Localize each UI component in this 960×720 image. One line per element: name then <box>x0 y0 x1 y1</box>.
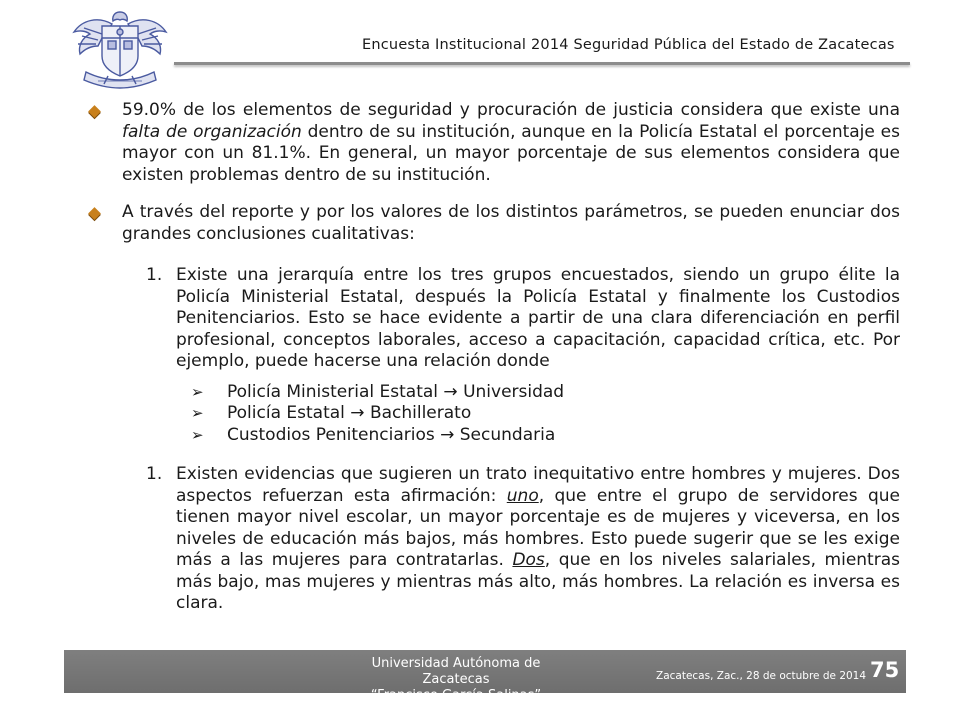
chevron-right-icon: ➢ <box>191 425 204 444</box>
bullet-diamond-icon <box>88 207 101 220</box>
conclusion-item <box>90 464 900 615</box>
header-divider <box>174 62 910 65</box>
conclusion-number: 1. <box>146 464 163 484</box>
page-number: 75 <box>870 658 900 682</box>
footer-university-subtitle: “Francisco García Salinas” <box>370 688 542 703</box>
relation-item <box>191 403 900 425</box>
conclusion-text <box>176 464 900 615</box>
relation-from: Custodios Penitenciarios <box>227 424 435 445</box>
header-title: Encuesta Institucional 2014 Seguridad Pública del Estado de Zacatecas <box>362 37 895 53</box>
footer-date: Zacatecas, Zac., 28 de octubre de 2014 <box>656 670 867 682</box>
conclusion-text-part: , que entre el grupo de servidores que tienen mayor nivel escolar, un mayor porcentaje es de mujeres y viceversa, en los niveles de educación más bajos, más hombres. Esto puede sugerir que se les exige más a las mujeres para contratarlas. <box>176 485 900 570</box>
relation-to: Universidad <box>463 381 565 402</box>
bullet-emphasis: falta de organización <box>122 121 302 142</box>
conclusion-text-part: Existen evidencias que sugieren un trato inequitativo entre hombres y mujeres. Dos aspectos refuerzan esta afirmación: <box>176 464 900 506</box>
chevron-right-icon: ➢ <box>191 404 204 422</box>
conclusion-item <box>90 265 900 373</box>
relation-item <box>191 425 900 447</box>
conclusion-text-part: , que en los niveles salariales, mientras más bajo, mas mujeres y mientras más alto, más hombres. La relación es inversa es clara. <box>176 550 900 613</box>
footer-bar <box>64 650 906 703</box>
footer-university <box>356 656 556 704</box>
bullet-item <box>90 100 900 186</box>
bullet-text: A través del reporte y por los valores de los distintos parámetros, se pueden enunciar dos grandes conclusiones cualitativas: <box>122 202 900 244</box>
conclusion-emphasis: Dos <box>512 550 545 570</box>
bullet-text-part: dentro de su institución, aunque en la Policía Estatal el porcentaje es mayor con un 81.1%. En general, un mayor porcentaje de sus elementos considera que existen problemas dentro de su institución. <box>122 121 900 185</box>
conclusion-number: 1. <box>146 265 163 285</box>
bullet-text <box>122 100 900 186</box>
relation-item <box>191 382 900 404</box>
relation-to: Bachillerato <box>369 403 472 423</box>
arrow-right-icon: → <box>440 424 455 445</box>
arrow-right-icon: → <box>443 381 458 402</box>
bullet-item <box>90 202 900 245</box>
slide-content <box>90 100 900 615</box>
university-crest-icon <box>68 8 172 94</box>
relation-from: Policía Ministerial Estatal <box>227 381 438 402</box>
relation-list <box>90 382 900 447</box>
bullet-diamond-icon <box>88 105 101 118</box>
arrow-right-icon: → <box>350 403 365 423</box>
footer-university-name: Universidad Autónoma de Zacatecas <box>371 656 541 687</box>
relation-to: Secundaria <box>459 424 556 445</box>
bullet-text-part: 59.0% de los elementos de seguridad y procuración de justicia considera que existe una <box>122 100 900 120</box>
chevron-right-icon: ➢ <box>191 382 204 401</box>
conclusion-emphasis: uno <box>506 485 539 506</box>
relation-from: Policía Estatal <box>227 403 345 423</box>
conclusion-text: Existe una jerarquía entre los tres grupos encuestados, siendo un grupo élite la Policía Ministerial Estatal, después la Policía Estatal y finalmente los Custodios Penitenciarios. Esto se hace evidente a partir de una clara diferenciación en perfil profesional, conceptos laborales, acceso a capacitación, capacidad crítica, etc. Por ejemplo, puede hacerse una relación donde <box>176 265 900 371</box>
